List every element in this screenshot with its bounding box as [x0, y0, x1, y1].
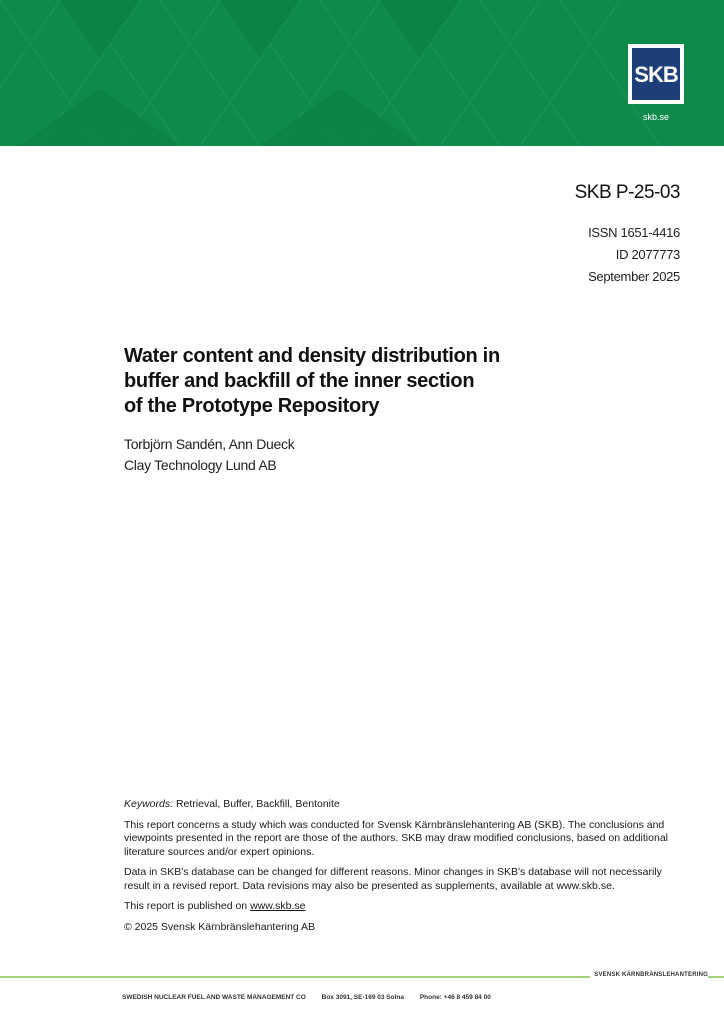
issn: ISSN 1651-4416: [588, 225, 680, 240]
authors-block: [124, 434, 294, 476]
published-link[interactable]: www.skb.se: [250, 900, 306, 912]
published-prefix: This report is published on: [124, 900, 251, 912]
company-phone: Phone: +46 8 459 84 00: [419, 994, 491, 1001]
report-number: SKB P-25-03: [574, 182, 680, 203]
keywords-line: [124, 798, 674, 812]
published-line: [124, 900, 674, 914]
title-line-3: of the Prototype Repository: [124, 395, 380, 417]
database-paragraph: Data in SKB's database can be changed for different reasons. Minor changes in SKB's database will not necessarily result in a revised report. Data revisions may also be presented as supplements, available at www.skb.se.: [124, 866, 662, 892]
footer-brand-tag: SVENSK KÄRNBRÄNSLEHANTERING: [590, 972, 708, 978]
skb-logo: [628, 44, 684, 104]
company-name: SWEDISH NUCLEAR FUEL AND WASTE MANAGEMENT CO: [122, 994, 306, 1001]
copyright: © 2025 Svensk Kärnbränslehantering AB: [124, 920, 316, 933]
header-banner: [0, 0, 724, 146]
report-notes: [124, 798, 674, 941]
banner-pattern: [0, 0, 724, 146]
keywords-label: Keywords:: [124, 798, 174, 810]
title-line-2: buffer and backfill of the inner section: [124, 370, 475, 392]
company-address: Box 3091, SE-169 03 Solna: [321, 994, 405, 1001]
site-url: skb.se: [642, 112, 669, 122]
document-id: ID 2077773: [615, 247, 680, 262]
author-organization: Clay Technology Lund AB: [124, 457, 277, 473]
disclaimer-paragraph: This report concerns a study which was conducted for Svensk Kärnbränslehantering AB (SKB). The conclusions and viewpoints presented in the report are those of the authors. SKB may draw modified conclusions, based on additional literature sources and/or expert opinions.: [124, 818, 668, 858]
report-meta: [588, 222, 680, 288]
publication-date: September 2025: [588, 269, 680, 284]
logo-text: SKB: [634, 62, 678, 87]
title-line-1: Water content and density distribution in: [124, 345, 500, 367]
keywords: Retrieval, Buffer, Backfill, Bentonite: [175, 798, 340, 810]
footer-contact: [122, 994, 505, 1001]
author-names: Torbjörn Sandén, Ann Dueck: [124, 436, 295, 452]
report-title: [124, 344, 594, 419]
